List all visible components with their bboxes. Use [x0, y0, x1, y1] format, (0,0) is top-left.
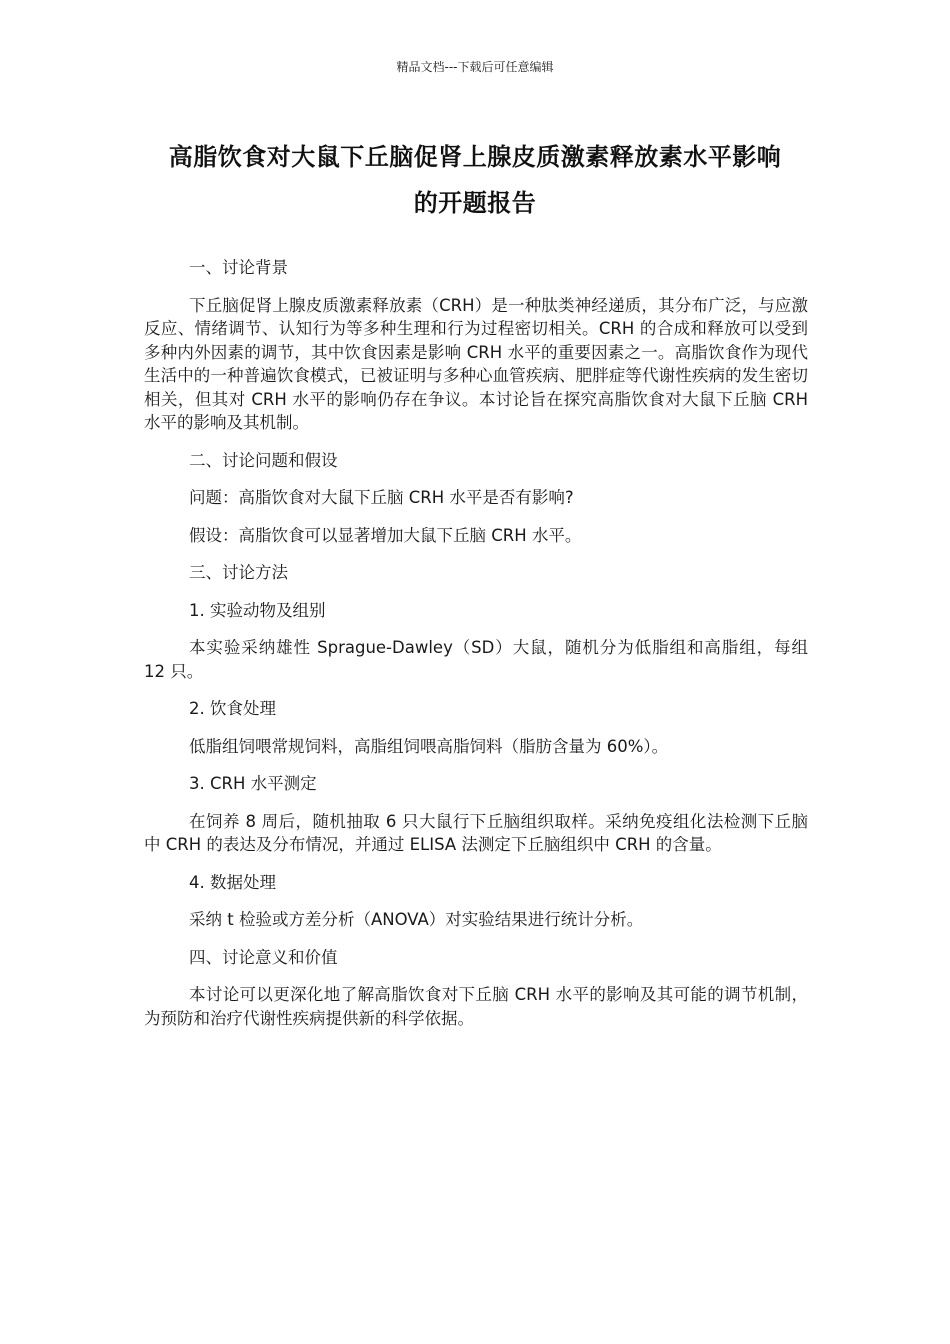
hypothesis-text: 假设：高脂饮食可以显著增加大鼠下丘脑 CRH 水平。 [189, 525, 582, 545]
method-2-text: 低脂组饲喂常规饲料，高脂组饲喂高脂饲料（脂肪含量为 60%）。 [189, 736, 669, 756]
document-body [144, 256, 808, 1044]
method-1-text: 本实验采纳雄性 Sprague-Dawley（SD）大鼠，随机分为低脂组和高脂组，每组 12 只。 [144, 638, 808, 681]
document-title [140, 134, 810, 226]
section-heading-significance: 四、讨论意义和价值 [189, 947, 338, 967]
title-line-1: 高脂饮食对大鼠下丘脑促肾上腺皮质激素释放素水平影响 [168, 143, 782, 171]
paragraph-background: 下丘脑促肾上腺皮质激素释放素（CRH）是一种肽类神经递质，其分布广泛，与应激反应、情绪调节、认知行为等多种生理和行为过程密切相关。CRH 的合成和释放可以受到多种内外因素的调节，其中饮食因素是影响 CRH 水平的重要因素之一。高脂饮食作为现代生活中的一种普遍饮食模式，已被证明与多种心血管疾病、肥胖症等代谢性疾病的发生密切相关，但其对 CRH 水平的影响仍存在争议。本讨论旨在探究高脂饮食对大鼠下丘脑 CRH 水平的影响及其机制。 [144, 295, 808, 432]
method-4-heading: 4. 数据处理 [189, 872, 276, 892]
method-3-text: 在饲养 8 周后，随机抽取 6 只大鼠行下丘脑组织取样。采纳免疫组化法检测下丘脑中 CRH 的表达及分布情况，并通过 ELISA 法测定下丘脑组织中 CRH 的含量。 [144, 811, 808, 854]
title-line-2: 的开题报告 [413, 189, 537, 217]
section-heading-questions: 二、讨论问题和假设 [189, 450, 338, 470]
header-note: 精品文档---下载后可任意编辑 [396, 60, 554, 74]
method-4-text: 采纳 t 检验或方差分析（ANOVA）对实验结果进行统计分析。 [189, 910, 644, 929]
paragraph-significance: 本讨论可以更深化地了解高脂饮食对下丘脑 CRH 水平的影响及其可能的调节机制，为预防和治疗代谢性疾病提供新的科学依据。 [144, 985, 808, 1028]
section-heading-methods: 三、讨论方法 [189, 563, 288, 582]
method-3-heading: 3. CRH 水平测定 [189, 774, 317, 793]
section-heading-background: 一、讨论背景 [189, 258, 288, 277]
method-1-heading: 1. 实验动物及组别 [189, 600, 326, 620]
question-text: 问题：高脂饮食对大鼠下丘脑 CRH 水平是否有影响? [189, 488, 574, 507]
method-2-heading: 2. 饮食处理 [189, 699, 276, 718]
